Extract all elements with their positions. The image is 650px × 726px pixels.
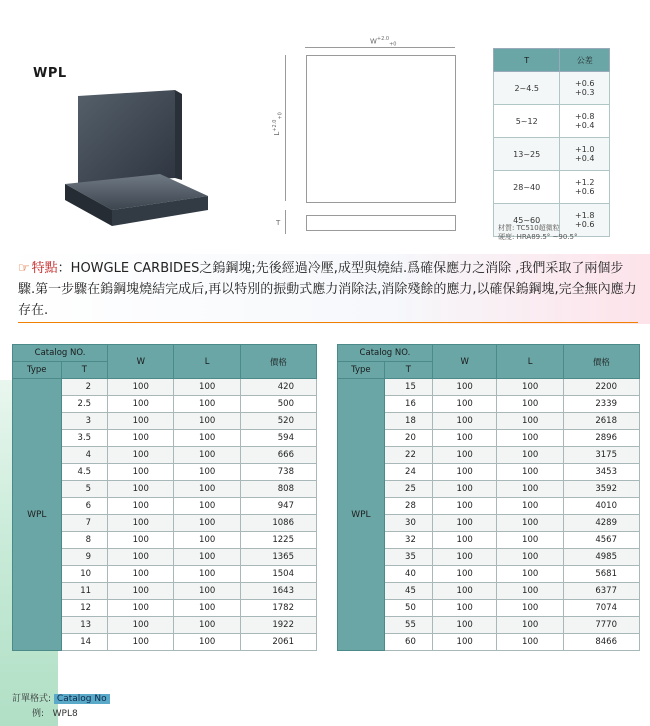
tolerance-row [494, 171, 610, 204]
l-cell: 100 [174, 634, 240, 651]
l-cell: 100 [497, 549, 563, 566]
t-cell: 50 [384, 600, 432, 617]
t-cell: 40 [384, 566, 432, 583]
price-header: 價格 [240, 345, 316, 379]
tolerance-lower: +0.6 [574, 187, 595, 196]
w-cell: 100 [432, 566, 497, 583]
features-label: 特點 [31, 261, 58, 276]
price-cell: 2061 [240, 634, 316, 651]
material-note [498, 224, 577, 242]
t-cell: 35 [384, 549, 432, 566]
w-cell: 100 [108, 617, 174, 634]
tolerance-upper: +1.0 [574, 145, 595, 154]
price-cell: 1504 [240, 566, 316, 583]
l-cell: 100 [174, 447, 240, 464]
tolerance-upper: +0.8 [574, 112, 595, 121]
t-header: T [384, 362, 432, 379]
t-cell: 7 [61, 515, 108, 532]
t-cell: 16 [384, 396, 432, 413]
tolerance-row [494, 138, 610, 171]
price-cell: 8466 [563, 634, 639, 651]
l-cell: 100 [497, 430, 563, 447]
tolerance-table [493, 48, 610, 237]
price-cell: 4289 [563, 515, 639, 532]
w-cell: 100 [108, 430, 174, 447]
price-cell: 3592 [563, 481, 639, 498]
price-cell: 738 [240, 464, 316, 481]
price-cell: 1086 [240, 515, 316, 532]
l-cell: 100 [497, 396, 563, 413]
product-title: WPL [33, 66, 67, 81]
tolerance-value-cell [560, 171, 610, 204]
plate-side-view [306, 215, 456, 231]
l-cell: 100 [497, 600, 563, 617]
l-cell: 100 [497, 532, 563, 549]
tolerance-t-cell: 5~12 [494, 105, 560, 138]
w-cell: 100 [108, 583, 174, 600]
t-cell: 30 [384, 515, 432, 532]
price-cell: 2618 [563, 413, 639, 430]
price-cell: 420 [240, 379, 316, 396]
tolerance-row [494, 72, 610, 105]
w-cell: 100 [108, 481, 174, 498]
price-cell: 1922 [240, 617, 316, 634]
l-cell: 100 [174, 515, 240, 532]
features-paragraph [18, 258, 638, 321]
t-cell: 14 [61, 634, 108, 651]
l-cell: 100 [174, 379, 240, 396]
w-cell: 100 [432, 549, 497, 566]
type-header: Type [338, 362, 385, 379]
price-cell: 666 [240, 447, 316, 464]
t-cell: 28 [384, 498, 432, 515]
w-cell: 100 [108, 464, 174, 481]
tolerance-header-tolerance: 公差 [560, 49, 610, 72]
t-cell: 15 [384, 379, 432, 396]
l-cell: 100 [174, 396, 240, 413]
w-cell: 100 [432, 532, 497, 549]
w-cell: 100 [432, 464, 497, 481]
t-cell: 9 [61, 549, 108, 566]
w-cell: 100 [108, 634, 174, 651]
w-cell: 100 [108, 566, 174, 583]
w-cell: 100 [432, 600, 497, 617]
price-cell: 1365 [240, 549, 316, 566]
l-cell: 100 [174, 583, 240, 600]
w-cell: 100 [432, 379, 497, 396]
w-cell: 100 [108, 532, 174, 549]
t-cell: 5 [61, 481, 108, 498]
features-text: ：HOWGLE CARBIDES之鎢鋼塊;先後經過冷壓,成型與燒結.爲確保應力之消除 ,我們采取了兩個步驟.第一步驟在鎢鋼塊燒結完成后,再以特別的振動式應力消除法,消除殘餘的應力,以確保鎢鋼塊,完全無內應力存在. [18, 261, 637, 318]
price-cell: 5681 [563, 566, 639, 583]
t-dimension-label: T [276, 219, 281, 227]
l-header: L [174, 345, 240, 379]
tolerance-row [494, 105, 610, 138]
t-cell: 4.5 [61, 464, 108, 481]
type-cell: WPL [338, 379, 385, 651]
w-dimension-label: $W^{+2.0}_{+0}$ [370, 36, 397, 48]
price-cell: 1782 [240, 600, 316, 617]
table-row [13, 379, 317, 396]
catalog-no-header: Catalog NO. [338, 345, 433, 362]
tolerance-value-cell [560, 105, 610, 138]
tolerance-t-cell: 28~40 [494, 171, 560, 204]
l-cell: 100 [174, 481, 240, 498]
order-example-value: WPL8 [52, 709, 78, 719]
w-cell: 100 [432, 430, 497, 447]
w-cell: 100 [432, 617, 497, 634]
order-format [12, 692, 110, 722]
t-cell: 11 [61, 583, 108, 600]
t-cell: 2.5 [61, 396, 108, 413]
t-cell: 45 [384, 583, 432, 600]
tolerance-t-cell: 13~25 [494, 138, 560, 171]
product-block-image [60, 86, 220, 232]
price-cell: 4567 [563, 532, 639, 549]
price-cell: 594 [240, 430, 316, 447]
t-cell: 2 [61, 379, 108, 396]
price-cell: 6377 [563, 583, 639, 600]
l-cell: 100 [174, 600, 240, 617]
t-dim-line [285, 210, 286, 234]
price-header: 價格 [563, 345, 639, 379]
tolerance-lower: +0.4 [574, 121, 595, 130]
l-cell: 100 [174, 549, 240, 566]
t-cell: 22 [384, 447, 432, 464]
l-cell: 100 [497, 413, 563, 430]
t-cell: 3 [61, 413, 108, 430]
t-cell: 13 [61, 617, 108, 634]
t-cell: 3.5 [61, 430, 108, 447]
material-line: 材質: TC510超微粒 [498, 224, 560, 232]
w-cell: 100 [108, 549, 174, 566]
w-cell: 100 [432, 515, 497, 532]
order-example-label: 例: [32, 709, 45, 719]
t-cell: 25 [384, 481, 432, 498]
table-row [338, 379, 640, 396]
t-cell: 12 [61, 600, 108, 617]
tolerance-value-cell [560, 72, 610, 105]
plate-outline [306, 55, 456, 203]
t-cell: 8 [61, 532, 108, 549]
price-cell: 7770 [563, 617, 639, 634]
t-cell: 55 [384, 617, 432, 634]
t-cell: 6 [61, 498, 108, 515]
price-cell: 947 [240, 498, 316, 515]
price-cell: 3175 [563, 447, 639, 464]
l-cell: 100 [174, 532, 240, 549]
w-cell: 100 [432, 396, 497, 413]
l-cell: 100 [174, 430, 240, 447]
t-cell: 20 [384, 430, 432, 447]
w-cell: 100 [108, 396, 174, 413]
t-cell: 24 [384, 464, 432, 481]
w-cell: 100 [108, 379, 174, 396]
t-cell: 10 [61, 566, 108, 583]
l-dimension-label: $L^{+2.0}_{+0}$ [271, 112, 284, 136]
tolerance-lower: +0.6 [574, 220, 595, 229]
tolerance-t-cell: 2~4.5 [494, 72, 560, 105]
w-cell: 100 [432, 447, 497, 464]
l-cell: 100 [174, 498, 240, 515]
features-divider [18, 322, 638, 323]
w-cell: 100 [432, 634, 497, 651]
drawing-left-dim-line [285, 55, 286, 201]
price-cell: 808 [240, 481, 316, 498]
tolerance-upper: +0.6 [574, 79, 595, 88]
catalog-table-right [337, 344, 640, 651]
order-format-label: 訂單格式: [12, 694, 52, 704]
l-cell: 100 [497, 447, 563, 464]
l-cell: 100 [174, 617, 240, 634]
price-cell: 2896 [563, 430, 639, 447]
w-cell: 100 [108, 515, 174, 532]
w-cell: 100 [432, 583, 497, 600]
tolerance-t-cell: 45~60 [494, 204, 560, 237]
type-cell: WPL [13, 379, 62, 651]
l-header: L [497, 345, 563, 379]
price-cell: 520 [240, 413, 316, 430]
price-cell: 4985 [563, 549, 639, 566]
price-cell: 1643 [240, 583, 316, 600]
l-cell: 100 [497, 583, 563, 600]
price-cell: 3453 [563, 464, 639, 481]
l-cell: 100 [497, 617, 563, 634]
tolerance-lower: +0.3 [574, 88, 595, 97]
tolerance-upper: +1.8 [574, 211, 595, 220]
t-header: T [61, 362, 108, 379]
tolerance-header-t: T [494, 49, 560, 72]
w-cell: 100 [432, 413, 497, 430]
price-cell: 1225 [240, 532, 316, 549]
tolerance-value-cell [560, 138, 610, 171]
w-cell: 100 [432, 481, 497, 498]
price-cell: 4010 [563, 498, 639, 515]
w-cell: 100 [108, 600, 174, 617]
w-cell: 100 [108, 447, 174, 464]
tolerance-upper: +1.2 [574, 178, 595, 187]
l-cell: 100 [174, 566, 240, 583]
pointing-hand-icon: ☞ [18, 261, 30, 276]
w-header: W [108, 345, 174, 379]
l-cell: 100 [497, 464, 563, 481]
t-cell: 32 [384, 532, 432, 549]
w-cell: 100 [108, 413, 174, 430]
w-header: W [432, 345, 497, 379]
hardness-line: 硬度: HRA89.5° ~90.5° [498, 233, 578, 241]
t-cell: 60 [384, 634, 432, 651]
price-cell: 500 [240, 396, 316, 413]
w-cell: 100 [108, 498, 174, 515]
l-cell: 100 [497, 379, 563, 396]
t-cell: 18 [384, 413, 432, 430]
price-cell: 7074 [563, 600, 639, 617]
l-cell: 100 [497, 515, 563, 532]
w-cell: 100 [432, 498, 497, 515]
l-cell: 100 [497, 634, 563, 651]
l-cell: 100 [497, 498, 563, 515]
l-cell: 100 [497, 566, 563, 583]
l-cell: 100 [497, 481, 563, 498]
l-cell: 100 [174, 413, 240, 430]
tolerance-lower: +0.4 [574, 154, 595, 163]
order-format-value: Catalog No [54, 694, 110, 704]
catalog-table-left [12, 344, 317, 651]
type-header: Type [13, 362, 62, 379]
price-cell: 2200 [563, 379, 639, 396]
price-cell: 2339 [563, 396, 639, 413]
t-cell: 4 [61, 447, 108, 464]
l-cell: 100 [174, 464, 240, 481]
catalog-no-header: Catalog NO. [13, 345, 108, 362]
